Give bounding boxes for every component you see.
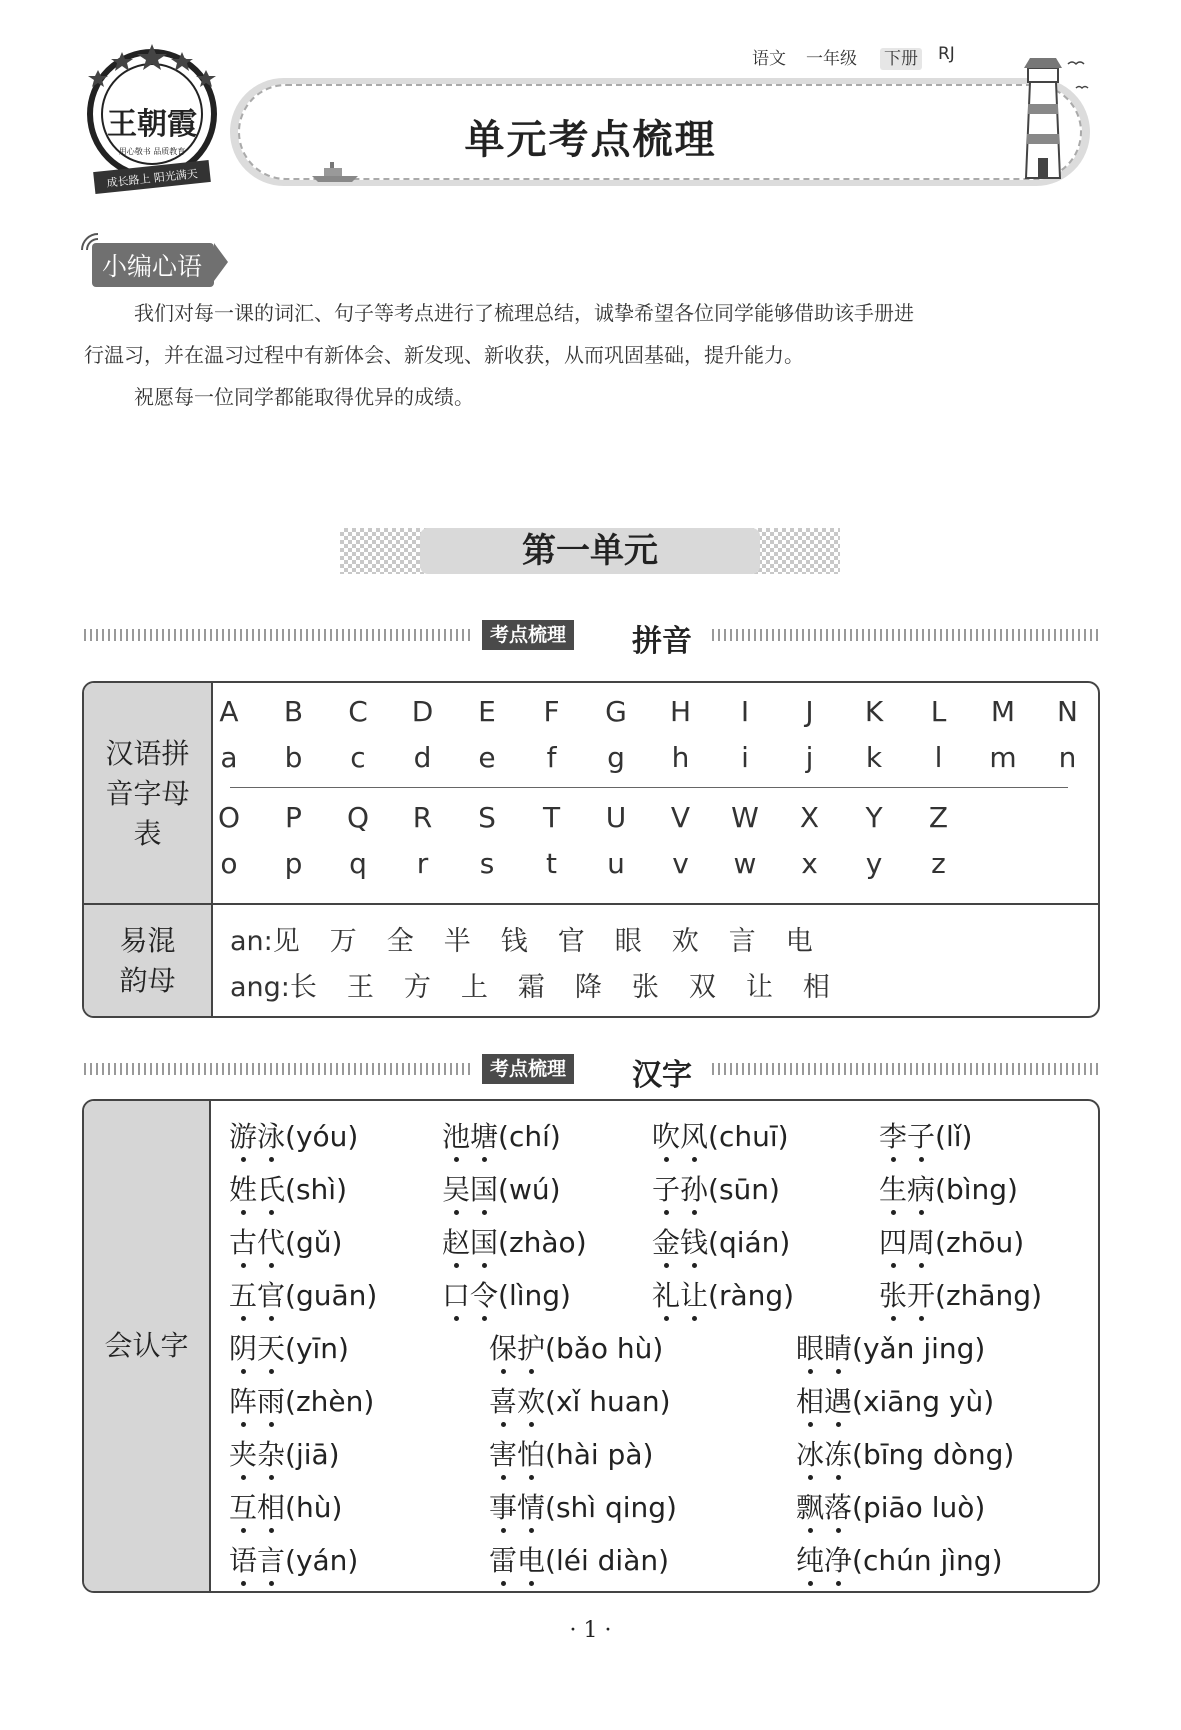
uppercase-letter: F bbox=[543, 695, 560, 728]
lowercase-letter: e bbox=[478, 741, 496, 774]
an-char: 官 bbox=[557, 926, 585, 957]
uppercase-letter: C bbox=[348, 695, 368, 728]
page-number: · 1 · bbox=[569, 1618, 612, 1643]
lowercase-letter: o bbox=[220, 847, 238, 880]
pinyin-annotation: (yīn) bbox=[285, 1332, 349, 1365]
lowercase-letter: g bbox=[607, 741, 625, 774]
recognize-word: 夹杂(jiā) bbox=[229, 1438, 340, 1471]
lowercase-letter: w bbox=[733, 847, 757, 880]
lowercase-letter: i bbox=[741, 741, 749, 774]
pinyin-annotation: (léi diàn) bbox=[545, 1544, 670, 1577]
ship-icon bbox=[310, 160, 360, 184]
recognize-word: 四周(zhōu) bbox=[879, 1226, 1025, 1259]
ang-char: 方 bbox=[403, 972, 431, 1003]
lowercase-letter: f bbox=[546, 741, 557, 774]
lowercase-letter: k bbox=[865, 741, 883, 774]
uppercase-letter: S bbox=[478, 801, 496, 834]
ang-char: 王 bbox=[346, 972, 374, 1003]
pinyin-annotation: (lìng) bbox=[498, 1279, 571, 1312]
an-char: 言 bbox=[728, 926, 756, 957]
pinyin-annotation: (bìng) bbox=[935, 1173, 1018, 1206]
an-char: 电 bbox=[785, 926, 813, 957]
uppercase-letter: J bbox=[805, 695, 814, 728]
recognize-header: 会认字 bbox=[84, 1101, 211, 1591]
uppercase-letter: Q bbox=[346, 801, 370, 834]
section-divider bbox=[84, 1063, 474, 1075]
pinyin-annotation: (yǎn jing) bbox=[852, 1332, 986, 1365]
lowercase-letter: q bbox=[349, 847, 367, 880]
an-char: 欢 bbox=[671, 926, 699, 957]
editor-note-line1: 我们对每一课的词汇、句子等考点进行了梳理总结，诚挚希望各位同学能够借助该手册进 bbox=[134, 301, 914, 325]
ang-char: 双 bbox=[688, 972, 716, 1003]
pinyin-section-tag: 考点梳理 bbox=[482, 620, 574, 650]
uppercase-letter: P bbox=[285, 801, 302, 834]
pinyin-annotation: (gǔ) bbox=[285, 1226, 343, 1259]
pinyin-annotation: (jiā) bbox=[285, 1438, 340, 1471]
recognize-word: 喜欢(xǐ huan) bbox=[489, 1385, 671, 1418]
pinyin-annotation: (sūn) bbox=[708, 1173, 780, 1206]
uppercase-letter: H bbox=[669, 695, 692, 728]
recognize-word: 金钱(qián) bbox=[652, 1226, 791, 1259]
recognize-word: 口令(lìng) bbox=[442, 1279, 571, 1312]
editor-note-tag: 小编心语 bbox=[92, 243, 214, 287]
recognize-word: 池塘(chí) bbox=[442, 1120, 561, 1153]
ang-label: ang: bbox=[230, 972, 290, 1003]
ang-char: 长 bbox=[289, 972, 317, 1003]
lowercase-letter: p bbox=[284, 847, 303, 880]
recognize-word: 相遇(xiāng yù) bbox=[796, 1385, 995, 1418]
pinyin-annotation: (zhāng) bbox=[935, 1279, 1042, 1312]
lowercase-letter: h bbox=[671, 741, 690, 774]
uppercase-letter: W bbox=[731, 801, 759, 834]
recognize-word: 张开(zhāng) bbox=[879, 1279, 1042, 1312]
recognize-word: 飘落(piāo luò) bbox=[796, 1491, 986, 1524]
recognize-word: 吹风(chuī) bbox=[652, 1120, 789, 1153]
volume-label: 下册 bbox=[880, 48, 922, 70]
pinyin-annotation: (hù) bbox=[285, 1491, 343, 1524]
recognize-word: 礼让(ràng) bbox=[652, 1279, 795, 1312]
pinyin-annotation: (yán) bbox=[285, 1544, 359, 1577]
an-char: 眼 bbox=[614, 926, 642, 957]
lowercase-letter: r bbox=[416, 847, 429, 880]
uppercase-letter: V bbox=[670, 801, 691, 834]
an-char: 见 bbox=[272, 926, 300, 957]
confusing-rimes-header: 易混韵母 bbox=[84, 905, 213, 1016]
unit-title: 第一单元 bbox=[420, 528, 760, 574]
recognize-word: 事情(shì qing) bbox=[489, 1491, 677, 1524]
recognize-word: 吴国(wú) bbox=[442, 1173, 561, 1206]
ang-char: 张 bbox=[631, 972, 659, 1003]
uppercase-letter: G bbox=[605, 695, 627, 728]
an-row bbox=[230, 919, 843, 958]
uppercase-letter: Z bbox=[928, 801, 949, 834]
pinyin-annotation: (guān) bbox=[285, 1279, 378, 1312]
lowercase-letter: n bbox=[1058, 741, 1077, 774]
recognize-word: 游泳(yóu) bbox=[229, 1120, 359, 1153]
uppercase-letter: B bbox=[283, 695, 304, 728]
pinyin-annotation: (shì) bbox=[285, 1173, 347, 1206]
lowercase-letter: m bbox=[989, 741, 1017, 774]
pinyin-annotation: (piāo luò) bbox=[852, 1491, 986, 1524]
an-char: 钱 bbox=[500, 926, 528, 957]
lowercase-letter: u bbox=[607, 847, 625, 880]
uppercase-letter: A bbox=[219, 695, 239, 728]
recognize-word: 姓氏(shì) bbox=[229, 1173, 347, 1206]
ang-char: 上 bbox=[460, 972, 488, 1003]
svg-text:用心敬书 品质教育: 用心敬书 品质教育 bbox=[118, 147, 186, 156]
uppercase-letter: O bbox=[217, 801, 241, 834]
recognize-word: 生病(bìng) bbox=[879, 1173, 1018, 1206]
pinyin-annotation: (ràng) bbox=[708, 1279, 795, 1312]
pinyin-annotation: (hài pà) bbox=[545, 1438, 654, 1471]
svg-text:王朝霞: 王朝霞 bbox=[107, 107, 197, 142]
recognize-word: 阵雨(zhèn) bbox=[229, 1385, 375, 1418]
lowercase-letter: c bbox=[350, 741, 366, 774]
recognize-word: 眼睛(yǎn jing) bbox=[796, 1332, 986, 1365]
pinyin-annotation: (shì qing) bbox=[545, 1491, 677, 1524]
lowercase-letter: x bbox=[801, 847, 818, 880]
recognize-word: 互相(hù) bbox=[229, 1491, 343, 1524]
subject-label: 语文 bbox=[752, 49, 786, 69]
pinyin-annotation: (lǐ) bbox=[935, 1120, 973, 1153]
uppercase-letter: N bbox=[1057, 695, 1078, 728]
pinyin-annotation: (chún jìng) bbox=[852, 1544, 1003, 1577]
recognize-word: 雷电(léi diàn) bbox=[489, 1544, 670, 1577]
hanzi-section-tag: 考点梳理 bbox=[482, 1054, 574, 1084]
ang-row bbox=[230, 965, 860, 1004]
pinyin-annotation: (yóu) bbox=[285, 1120, 359, 1153]
svg-text:成长路上 阳光满天: 成长路上 阳光满天 bbox=[105, 167, 199, 190]
uppercase-letter: D bbox=[411, 695, 434, 728]
recognize-word: 李子(lǐ) bbox=[879, 1120, 973, 1153]
alphabet-header: 汉语拼音字母表 bbox=[84, 683, 213, 905]
an-char: 半 bbox=[443, 926, 471, 957]
alphabet-divider bbox=[230, 787, 1068, 788]
pinyin-annotation: (bīng dòng) bbox=[852, 1438, 1015, 1471]
uppercase-letter: X bbox=[799, 801, 820, 834]
hanzi-table bbox=[82, 1099, 1100, 1593]
pinyin-table bbox=[82, 681, 1100, 1018]
editor-note-line2: 行温习，并在温习过程中有新体会、新发现、新收获，从而巩固基础，提升能力。 bbox=[84, 343, 804, 367]
section-divider bbox=[712, 1063, 1100, 1075]
pinyin-annotation: (wú) bbox=[498, 1173, 561, 1206]
lowercase-letter: d bbox=[413, 741, 432, 774]
pinyin-section-title: 拼音 bbox=[632, 624, 692, 659]
pinyin-annotation: (bǎo hù) bbox=[545, 1332, 664, 1365]
pinyin-annotation: (xiāng yù) bbox=[852, 1385, 995, 1418]
lowercase-letter: b bbox=[284, 741, 303, 774]
pinyin-annotation: (qián) bbox=[708, 1226, 791, 1259]
lighthouse-icon bbox=[1010, 48, 1090, 188]
an-label: an: bbox=[230, 926, 273, 957]
page-title: 单元考点梳理 bbox=[464, 117, 717, 163]
lowercase-letter: l bbox=[934, 741, 943, 774]
recognize-word: 子孙(sūn) bbox=[652, 1173, 780, 1206]
recognize-word: 保护(bǎo hù) bbox=[489, 1332, 664, 1365]
lowercase-letter: s bbox=[479, 847, 495, 880]
grade-label: 一年级 bbox=[806, 49, 857, 69]
uppercase-letter: K bbox=[864, 695, 884, 728]
uppercase-letter: U bbox=[605, 801, 627, 834]
recognize-word: 五官(guān) bbox=[229, 1279, 378, 1312]
recognize-word: 纯净(chún jìng) bbox=[796, 1544, 1003, 1577]
uppercase-letter: M bbox=[990, 695, 1016, 728]
uppercase-letter: E bbox=[478, 695, 496, 728]
edition-label: RJ bbox=[938, 44, 955, 64]
lowercase-letter: j bbox=[805, 741, 814, 774]
recognize-word: 古代(gǔ) bbox=[229, 1226, 343, 1259]
unit-banner bbox=[340, 528, 840, 574]
pinyin-annotation: (xǐ huan) bbox=[545, 1385, 671, 1418]
ang-char: 相 bbox=[802, 972, 830, 1003]
section-divider bbox=[84, 629, 474, 641]
pinyin-annotation: (zhào) bbox=[498, 1226, 587, 1259]
pinyin-annotation: (zhèn) bbox=[285, 1385, 375, 1418]
pinyin-annotation: (zhōu) bbox=[935, 1226, 1025, 1259]
an-char: 万 bbox=[329, 926, 357, 957]
lowercase-letter: a bbox=[220, 741, 238, 774]
ang-char: 让 bbox=[745, 972, 773, 1003]
pinyin-annotation: (chí) bbox=[498, 1120, 561, 1153]
recognize-word: 语言(yán) bbox=[229, 1544, 359, 1577]
lowercase-letter: z bbox=[931, 847, 946, 880]
lowercase-letter: y bbox=[865, 847, 883, 880]
hanzi-section-title: 汉字 bbox=[632, 1058, 692, 1093]
editor-note-line3: 祝愿每一位同学都能取得优异的成绩。 bbox=[134, 385, 474, 409]
uppercase-letter: I bbox=[740, 695, 750, 728]
recognize-word: 阴天(yīn) bbox=[229, 1332, 349, 1365]
recognize-word: 害怕(hài pà) bbox=[489, 1438, 654, 1471]
lowercase-letter: v bbox=[672, 847, 689, 880]
section-divider bbox=[712, 629, 1100, 641]
uppercase-letter: Y bbox=[865, 801, 883, 834]
ang-char: 降 bbox=[574, 972, 602, 1003]
pinyin-annotation: (chuī) bbox=[708, 1120, 789, 1153]
recognize-word: 冰冻(bīng dòng) bbox=[796, 1438, 1015, 1471]
ang-char: 霜 bbox=[517, 972, 545, 1003]
uppercase-letter: L bbox=[930, 695, 947, 728]
lowercase-letter: t bbox=[546, 847, 557, 880]
uppercase-letter: R bbox=[412, 801, 433, 834]
uppercase-letter: T bbox=[542, 801, 561, 834]
recognize-word: 赵国(zhào) bbox=[442, 1226, 587, 1259]
an-char: 全 bbox=[386, 926, 414, 957]
